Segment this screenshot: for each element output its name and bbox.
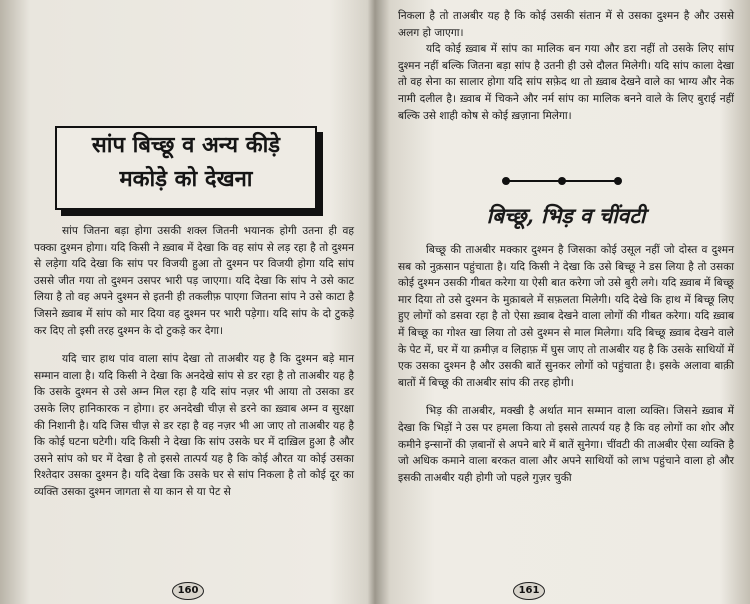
section-heading: बिच्छू, भिड़ व चींवटी bbox=[486, 203, 646, 228]
right-paragraph-top-2: यदि कोई ख़्वाब में सांप का मालिक बन गया और डरा नहीं तो उसके लिए सांप दुश्मन नहीं बल्कि जितना बड़ा सांप है उतनी ही उसे दौलत मिलेगी। यदि सांप काला देखा तो वह सेना का सालार होगा यदि सांप सफ़ेद था तो ख़्वाब देखने वाले का भाग्य और नेक नामी दलील है। ख़्वाब में चिकने और नर्म सांप का मालिक बनने वाले के लिए बुराई नहीं बल्कि उसे शाही कोष से कोई ख़ज़ाना मिलेगा। bbox=[398, 43, 734, 122]
right-page bbox=[382, 0, 750, 604]
chapter-title-line-1: सांप बिच्छू व अन्य कीड़े bbox=[91, 132, 281, 158]
chapter-title-line-2: मकोड़े को देखना bbox=[119, 166, 253, 192]
right-page-top-text bbox=[398, 8, 734, 124]
left-paragraph-2: यदि चार हाथ पांव वाला सांप देखा तो ताअबीर यह है कि दुश्मन बड़े मान सम्मान वाला है। यदि किसी ने देखा कि अनदेखे सांप से डर रहा है तो ताअबीर यह है कि उसके दुश्मन से उसे अम्न मिल रहा है यदि सांप नज़र भी आया तो उसका डर उसके लिए हानिकारक न होगा। हर अनदेखी चीज़ से डरने का ख़्वाब अम्न व सुरक्षा की निशानी है। यदि जिस चीज़ से डर रहा है वह नज़र भी आ जाए तो ताअबीर यह है कि कोई घटना घटेगी। यदि किसी ने देखा कि सांप उसके घर में दाख़िल हुआ है और उसने सांप को घर में देखा है तो इससे तात्पर्य यह है कि कोई औरत या कोई उसका रिश्तेदार उसका दुश्मन है। यदि देखा कि उसके घर से सांप निकला है तो कोई दूर का व्यक्ति उसका दुश्मन जागता से या कान से या पेट से bbox=[34, 353, 354, 498]
section-divider bbox=[502, 176, 622, 186]
chapter-title-box bbox=[55, 126, 317, 210]
left-paragraph-1: सांप जितना बड़ा होगा उसकी शक्ल जितनी भयानक होगी उतना ही वह पक्का दुश्मन होगा। यदि किसी ने ख़्वाब में देखा कि वह सांप से लड़ रहा है तो दुश्मन से लड़ेगा यदि देखा कि सांप पर विजयी हुआ तो दुश्मन पर विजयी होगा यदि सांप उससे जीत गया तो दुश्मन उसपर भारी पड़ जाएगा। यदि देखा कि सांप ने उसे काट लिया है तो वह अपने दुश्मन से इतनी ही तकलीफ़ पाएगा जितना सांप ने उसे काटा है जिसने ख़्वाब में सांप को मार दिया वह दुश्मन पर भारी पड़ेगा। यदि सांप के दो टुकड़े कर दिए तो इसी तरह दुश्मन के दो टुकड़े कर देगा। bbox=[34, 225, 354, 337]
left-page-body bbox=[34, 223, 354, 501]
right-paragraph-top-1: निकला है तो ताअबीर यह है कि कोई उसकी संतान में से उसका दुश्मन है और उससे अलग हो जाएगा। bbox=[398, 10, 734, 39]
right-page-body bbox=[398, 242, 734, 486]
page-number-right: 161 bbox=[513, 582, 545, 600]
left-page bbox=[0, 0, 372, 604]
page-number-left: 160 bbox=[172, 582, 204, 600]
right-paragraph-1: बिच्छू की ताअबीर मक्कार दुश्मन है जिसका कोई उसूल नहीं जो दोस्त व दुश्मन सब को नुक़सान पहुंचाता है। यदि किसी ने देखा कि उसे बिच्छू ने डस लिया है तो उसका कोई दुश्मन उसकी गीबत करेगा या ऐसी बात करेगा जो उसे बुरी लगे। यदि ख़्वाब में बिच्छू मार दिया तो उसे दुश्मन के मुक़ाबले में सफ़लता मिलेगी। यदि देखे कि हाथ में बिच्छू लिए हुए लोगों को डसवा रहा है तो ऐसा ख़्वाब देखने वाला लोगों की गीबत करेगा। यदि ख़्वाब में बिच्छू का गोश्त खा लिया तो उसे दुश्मन से माल मिलेगा। यदि बिच्छू ख़्वाब देखने वाले के पेट में, घर में या क़मीज़ व लिहाफ़ में घुस जाए तो ताअबीर यह है कि उसके साथियों में एक उसका दुश्मन है और उसकी बातें सुनकर लोगों को पहुंचाता है। इसके अलावा बाक़ी बातों में बिच्छू की ताअबीर सांप की तरह होगी। bbox=[398, 244, 734, 389]
right-paragraph-2: भिड़ की ताअबीर, मक्खी है अर्थात मान सम्मान वाला व्यक्ति। जिसने ख़्वाब में देखा कि भिड़ों ने उस पर हमला किया तो इससे तात्पर्य यह है कि वह लोगों का शोर और कमीने इन्सानों की ज़बानों से अपने बारे में बातें सुनेगा। चींवटी की ताअबीर ऐसा व्यक्ति है जो अधिक कमाने वाला बरकत वाला और अपने साथियों को लाभ पहुंचाने वाला हो और इसकी ताअबीर यही होगी जो पहले गुज़र चुकी bbox=[398, 405, 734, 484]
